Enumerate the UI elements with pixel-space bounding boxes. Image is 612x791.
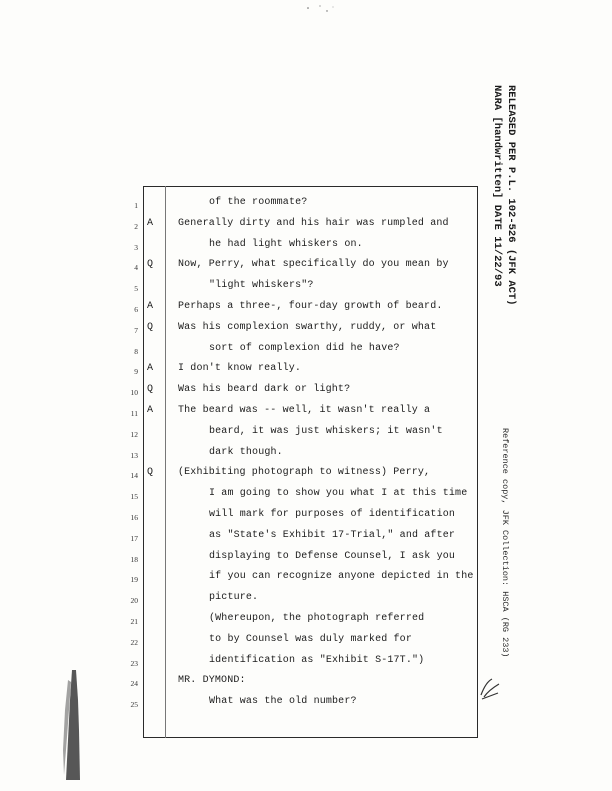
transcript-line [0,363,612,385]
reference-note: Reference copy, JFK Collection: HSCA (RG 233) [500,428,510,658]
line-text: of the roommate? [209,197,308,208]
transcript-line [0,655,612,677]
line-text: if you can recognize anyone depicted in the [209,571,474,583]
line-number: 17 [130,533,138,543]
transcript-line [0,447,612,469]
transcript-line [0,696,612,718]
line-text: displaying to Defense Counsel, I ask you [209,550,456,562]
speaker-label: A [147,405,154,416]
release-stamp-line-2: NARA [handwritten] DATE 11/22/93 [491,85,503,287]
transcript-line [0,571,612,593]
transcript-line [0,509,612,531]
line-text: MR. DYMOND: [178,675,246,687]
line-text: beard, it was just whiskers; it wasn't [209,425,443,437]
line-number: 24 [130,679,138,689]
line-number: 22 [130,637,138,647]
line-number: 16 [130,513,138,522]
line-text: dark though. [209,446,283,458]
line-text: Perhaps a three-, four-day growth of beard. [178,301,443,312]
line-text: I am going to show you what I at this time [209,488,468,500]
line-text: picture. [209,592,259,604]
line-number: 4 [134,263,138,273]
speaker-label: A [147,217,154,229]
line-number: 25 [130,700,138,710]
line-text: (Whereupon, the photograph referred [209,613,425,624]
transcript-line [0,218,612,240]
transcript-line [0,197,612,219]
transcript-line [0,384,612,406]
transcript-line [0,259,612,281]
line-number: 12 [130,429,138,439]
transcript-line [0,592,612,614]
speaker-label: A [147,301,154,312]
speaker-label: Q [147,467,154,479]
speaker-label: Q [147,384,154,396]
line-text: he had light whiskers on. [209,238,363,250]
transcript-line [0,530,612,552]
handwritten-initials [478,675,502,701]
line-text: identification as "Exhibit S-17T.") [209,654,425,666]
release-stamp-line-1: RELEASED PER P.L. 102-526 (JFK ACT) [505,85,517,306]
line-number: 3 [134,242,138,252]
scan-specks [300,2,340,16]
line-text: Generally dirty and his hair was rumpled and [178,217,449,229]
speaker-label: Q [147,259,154,271]
line-number: 1 [134,201,138,210]
transcript-line [0,488,612,510]
line-text: as "State's Exhibit 17-Trial," and after [209,529,456,541]
line-number: 2 [134,221,138,231]
line-number: 11 [130,409,138,418]
line-number: 10 [130,388,138,398]
transcript-line [0,675,612,697]
line-text: I don't know really. [178,363,302,375]
transcript-line [0,301,612,323]
line-number: 14 [130,471,138,481]
line-text: The beard was -- well, it wasn't really a [178,405,431,416]
transcript-line [0,551,612,573]
line-number: 19 [130,575,138,585]
line-text: Now, Perry, what specifically do you mean by [178,259,449,271]
line-number: 18 [130,554,138,564]
line-text: "light whiskers"? [209,280,314,292]
line-number: 9 [134,367,138,377]
line-text: Was his beard dark or light? [178,384,351,396]
transcript-line [0,239,612,261]
line-text: to by Counsel was duly marked for [209,633,412,645]
transcript-line [0,467,612,489]
scan-edge-smudge [62,670,80,780]
line-number: 8 [134,346,138,356]
line-number: 21 [130,617,138,626]
line-text: will mark for purposes of identification [209,509,456,520]
line-text: sort of complexion did he have? [209,342,400,354]
transcript-line [0,322,612,344]
transcript-line [0,280,612,302]
line-text: Was his complexion swarthy, ruddy, or what [178,321,437,333]
line-text: What was the old number? [209,696,357,708]
line-number: 13 [130,450,138,460]
speaker-label: A [147,363,154,375]
line-text: (Exhibiting photograph to witness) Perry, [178,467,431,479]
speaker-label: Q [147,321,154,333]
line-number: 15 [130,492,138,502]
transcript-line [0,634,612,656]
transcript-line [0,343,612,365]
line-number: 23 [130,658,138,668]
transcript-line [0,426,612,448]
line-number: 5 [134,284,138,294]
line-number: 7 [134,325,138,335]
line-number: 20 [130,596,138,606]
transcript-line [0,405,612,427]
transcript-line [0,613,612,635]
line-number: 6 [134,305,138,314]
